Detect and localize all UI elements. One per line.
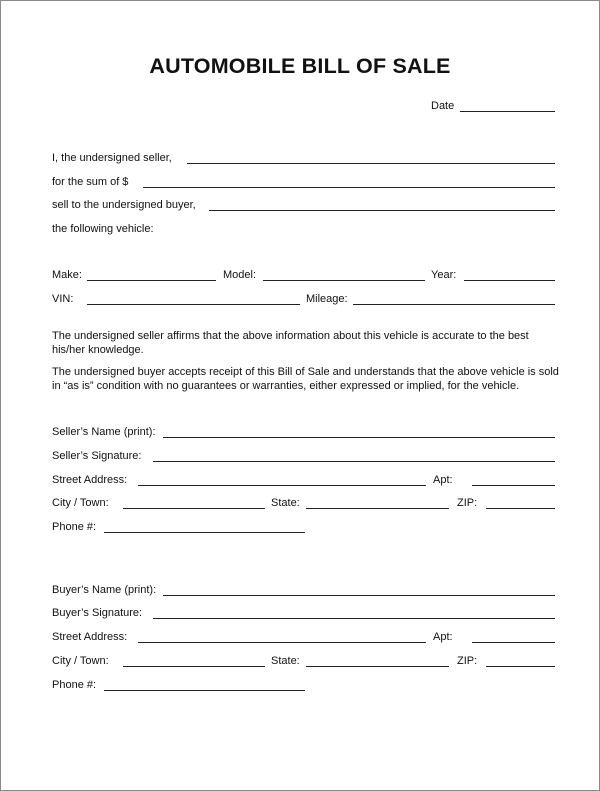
buyer-acceptance-text: The undersigned buyer accepts receipt of this Bill of Sale and understands that the above vehicle is sold in “as is” condition with no guarantees or warranties, either expressed or implied, for the vehicle. (52, 366, 559, 392)
year-field[interactable] (464, 280, 555, 281)
buyer-phone-label: Phone #: (52, 679, 97, 691)
mileage-label: Mileage: (306, 293, 348, 305)
seller-signature-label: Seller’s Signature: (52, 450, 142, 462)
model-label: Model: (223, 269, 257, 281)
seller-apt-label: Apt: (433, 474, 453, 486)
vin-field[interactable] (87, 304, 300, 305)
seller-street-field[interactable] (138, 485, 426, 486)
make-label: Make: (52, 269, 82, 281)
seller-affirmation-text: The undersigned seller affirms that the above information about this vehicle is accurate to the best his/her knowledge. (52, 330, 529, 356)
buyer-zip-label: ZIP: (457, 655, 478, 667)
seller-name-field[interactable] (187, 163, 555, 164)
following-vehicle-label: the following vehicle: (52, 223, 154, 235)
seller-state-field[interactable] (306, 508, 449, 509)
date-label: Date (431, 100, 455, 112)
buyer-signature-label: Buyer’s Signature: (52, 607, 143, 619)
make-field[interactable] (87, 280, 216, 281)
seller-street-label: Street Address: (52, 474, 128, 486)
seller-city-label: City / Town: (52, 497, 109, 509)
buyer-street-label: Street Address: (52, 631, 128, 643)
seller-name-print-label: Seller’s Name (print): (52, 426, 156, 438)
seller-apt-field[interactable] (472, 485, 555, 486)
undersigned-seller-label: I, the undersigned seller, (52, 152, 172, 164)
buyer-city-field[interactable] (123, 666, 265, 667)
buyer-state-field[interactable] (306, 666, 449, 667)
date-field[interactable] (460, 111, 555, 112)
buyer-zip-field[interactable] (486, 666, 555, 667)
sell-to-buyer-label: sell to the undersigned buyer, (52, 199, 196, 211)
seller-city-field[interactable] (123, 508, 265, 509)
buyer-phone-field[interactable] (104, 690, 305, 691)
buyer-name-field[interactable] (209, 210, 555, 211)
buyer-apt-field[interactable] (472, 642, 555, 643)
buyer-signature-field[interactable] (153, 618, 555, 619)
buyer-street-field[interactable] (138, 642, 426, 643)
seller-phone-field[interactable] (104, 532, 305, 533)
seller-signature-field[interactable] (153, 461, 555, 462)
seller-zip-label: ZIP: (457, 497, 478, 509)
seller-state-label: State: (271, 497, 300, 509)
sum-label: for the sum of $ (52, 176, 129, 188)
year-label: Year: (431, 269, 457, 281)
buyer-name-print-label: Buyer’s Name (print): (52, 584, 157, 596)
sum-field[interactable] (143, 187, 555, 188)
buyer-name-print-field[interactable] (163, 595, 555, 596)
model-field[interactable] (263, 280, 425, 281)
mileage-field[interactable] (353, 304, 555, 305)
seller-zip-field[interactable] (486, 508, 555, 509)
buyer-apt-label: Apt: (433, 631, 453, 643)
buyer-state-label: State: (271, 655, 300, 667)
form-title: AUTOMOBILE BILL OF SALE (149, 54, 451, 78)
buyer-city-label: City / Town: (52, 655, 109, 667)
seller-name-print-field[interactable] (163, 437, 555, 438)
vin-label: VIN: (52, 293, 74, 305)
seller-phone-label: Phone #: (52, 521, 97, 533)
